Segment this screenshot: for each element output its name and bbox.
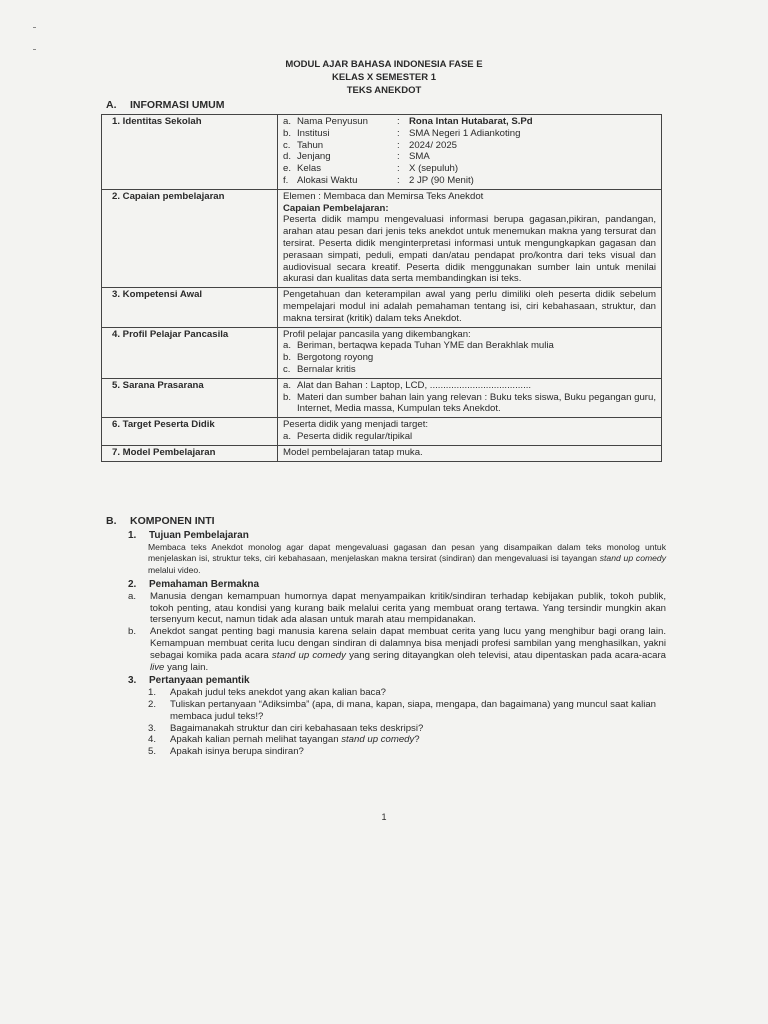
list-item [283,431,656,443]
item-marker: a. [283,430,292,442]
item-sep: : [397,163,400,175]
table-row [102,327,662,378]
row-content: Model pembelajaran tatap muka. [278,445,662,461]
row-label: 5. Sarana Prasarana [102,378,278,417]
subsection-number: 1. [128,529,137,541]
item-text: Manusia dengan kemampuan humornya dapat menyampaikan kritik/sindiran terhadap kebijakan publik, tokoh publik, tokoh penting, atau kondisi yang kurang baik melalui cerita yang membuat orang tertawa. Yang tersindir mungkin akan tersenyum kecut, namun tidak ada alasan untuk marah atau mempidanakan. [150,590,666,626]
item-value: X (sepuluh) [409,163,459,175]
item-marker: a. [128,590,137,602]
item-marker: f. [283,174,289,186]
list-item [148,734,666,746]
list-item [128,591,666,626]
item-value: SMA Negeri 1 Adiankoting [409,127,521,139]
general-info-table [101,114,662,462]
item-key: Institusi [297,127,330,139]
item-text: Apakah judul teks anekdot yang akan kalian baca? [170,687,387,699]
item-marker: 4. [148,734,157,746]
text-part: Membaca teks Anekdot monolog agar dapat mengevaluasi gagasan dan pesan yang disampaikan dalam teks monolog untuk menjelaskan isi, struktur teks, ciri kebahasaan, menjelaskan makna tersirat (sindiran) dan mengevaluasi isi tayangan [148,541,666,564]
subsection-learning-goals [128,530,666,577]
item-key: Nama Penyusun [297,116,368,127]
item-marker: b. [283,391,292,403]
item-sep: : [397,127,400,139]
text-italic: stand up comedy [599,553,666,564]
subsection-title: Tujuan Pembelajaran [149,529,249,541]
scan-mark [33,49,36,50]
section-b-title: KOMPONEN INTI [130,515,215,527]
list-item [128,626,666,673]
text-part: ? [414,734,420,746]
learning-goal-text [148,542,666,577]
item-marker: d. [283,151,292,163]
section-a-number: A. [106,99,117,111]
list-item [283,380,656,392]
identity-item [283,175,656,187]
list-item [283,340,656,352]
subsection-title: Pemahaman Bermakna [149,578,260,590]
section-a-heading [106,99,225,111]
subsection-heading [128,530,666,542]
identity-item [283,140,656,152]
item-value: SMA [409,151,430,163]
text-italic: stand up comedy [341,734,415,746]
item-text: Peserta didik regular/tipikal [297,430,413,442]
page-number: 1 [381,812,387,822]
subsection-heading [128,675,666,687]
item-marker: 3. [148,722,157,734]
item-marker: a. [283,116,292,127]
target-intro: Peserta didik yang menjadi target: [283,419,429,431]
item-marker: c. [283,363,291,375]
document-header [0,58,768,97]
item-sep: : [397,116,400,127]
subsection-number: 3. [128,675,137,687]
item-text: Tuliskan pertanyaan “Adiksimba” (apa, di mana, kapan, siapa, mengapa, dan bagaimana) yang muncul saat kalian membaca judul teks!? [170,698,657,722]
row-content [278,378,662,417]
subsection-trigger-questions [128,675,666,758]
item-value: 2 JP (90 Menit) [409,174,474,186]
text-italic: stand up comedy [271,649,346,661]
text-part: melalui video. [148,565,201,576]
table-row [102,378,662,417]
table-row [102,189,662,287]
item-marker: 1. [148,687,157,699]
item-sep: : [397,174,400,186]
item-marker: a. [283,340,292,352]
header-line-3: TEKS ANEKDOT [346,85,422,96]
identity-item [283,116,656,128]
row-label: 3. Kompetensi Awal [102,288,278,327]
item-sep: : [397,139,400,151]
item-text: Bagaimanakah struktur dan ciri kebahasaan teks deskripsi? [170,722,424,734]
row-label: 7. Model Pembelajaran [102,445,278,461]
item-marker: 5. [148,746,157,758]
item-text [170,734,666,746]
section-a-title: INFORMASI UMUM [130,99,225,111]
row-content [278,189,662,287]
text-part: Apakah kalian pernah melihat tayangan [170,734,342,746]
cp-text: Peserta didik mampu mengevaluasi informasi berupa gagasan,pikiran, pandangan, arahan atau pesan dari jenis teks anekdot untuk menemukan makna yang tersurat dan tersirat. Peserta didik menginterpretasi informasi untuk mengungkapkan gagasan dan perasaan simpati, peduli, empati dan/atau pendapat pro/kontra dari teks visual dan audiovisual secara kreatif. Peserta didik menggunakan sumber lain untuk menilai akurasi dan kualitas data serta membandingkan isi teks. [283,214,656,285]
subsection-meaningful-understanding [128,579,666,673]
item-text: Apakah isinya berupa sindiran? [170,746,304,758]
identity-item [283,128,656,140]
item-marker: e. [283,163,292,175]
text-part: Anekdot sangat penting bagi manusia karena selain dapat membuat cerita yang lucu yang menghibur bagi orang lain. Kemampuan membuat cerita lucu dengan sindiran di dalamnya bisa menjadi profesi sambilan yang menghasilkan, yakni sebagai komika pada acara [150,626,666,661]
profile-intro: Profil pelajar pancasila yang dikembangkan: [283,328,471,340]
item-key: Tahun [297,139,324,151]
list-item [148,687,666,699]
item-value: 2024/ 2025 [409,139,458,151]
subsection-number: 2. [128,578,137,590]
element-line: Elemen : Membaca dan Memirsa Teks Anekdot [283,190,484,202]
item-text: Beriman, bertaqwa kepada Tuhan YME dan Berakhlak mulia [297,340,554,352]
row-label: 2. Capaian pembelajaran [102,189,278,287]
item-text: Bernalar kritis [297,363,356,375]
item-sep: : [397,151,400,163]
row-content [278,115,662,190]
subsection-heading [128,579,666,591]
identity-item [283,163,656,175]
table-row [102,445,662,461]
question-list [148,687,666,758]
table-row [102,418,662,446]
scan-mark [33,27,36,28]
text-italic: live [150,661,165,673]
item-marker: c. [283,139,291,151]
table-row [102,115,662,190]
item-marker: b. [128,626,137,638]
item-text [150,626,666,673]
row-content [278,327,662,378]
understanding-list [128,591,666,674]
section-b-number: B. [106,515,117,527]
item-key: Kelas [297,163,321,175]
text-part: yang lain. [164,661,209,673]
row-label: 4. Profil Pelajar Pancasila [102,327,278,378]
header-line-2: KELAS X SEMESTER 1 [332,72,436,83]
item-text: Materi dan sumber bahan lain yang relevan : Buku teks siswa, Buku pegangan guru, Internet, Media massa, Kumpulan teks Anekdot. [297,391,656,415]
row-label: 1. Identitas Sekolah [102,115,278,190]
section-b-heading [106,516,666,528]
row-label: 6. Target Peserta Didik [102,418,278,446]
item-text: Bergotong royong [297,352,374,364]
list-item [283,364,656,376]
list-item [148,723,666,735]
row-content [278,418,662,446]
cp-title: Capaian Pembelajaran: [283,202,389,214]
item-marker: 2. [148,698,157,710]
list-item [148,746,666,758]
item-marker: b. [283,127,292,139]
text-part: yang sering ditayangkan oleh televisi, atau dipentaskan pada acara-acara [345,649,666,661]
list-item [283,352,656,364]
item-text: Alat dan Bahan : Laptop, LCD, ...................................... [297,379,532,391]
identity-item [283,151,656,163]
item-value: Rona Intan Hutabarat, S.Pd [409,116,533,127]
item-key: Alokasi Waktu [297,174,358,186]
subsection-title: Pertanyaan pemantik [149,675,250,687]
row-content: Pengetahuan dan keterampilan awal yang perlu dimiliki oleh peserta didik sebelum mempelajari modul ini adalah pemahaman tentang isi, ciri kebahasaan, struktur, dan makna tersirat (kritik) dalam teks Anekdot. [278,288,662,327]
item-marker: b. [283,352,292,364]
item-marker: a. [283,379,292,391]
table-row [102,288,662,327]
item-key: Jenjang [297,151,331,163]
list-item [148,699,666,723]
section-b [106,516,666,758]
list-item [283,392,656,416]
header-line-1: MODUL AJAR BAHASA INDONESIA FASE E [285,59,483,70]
